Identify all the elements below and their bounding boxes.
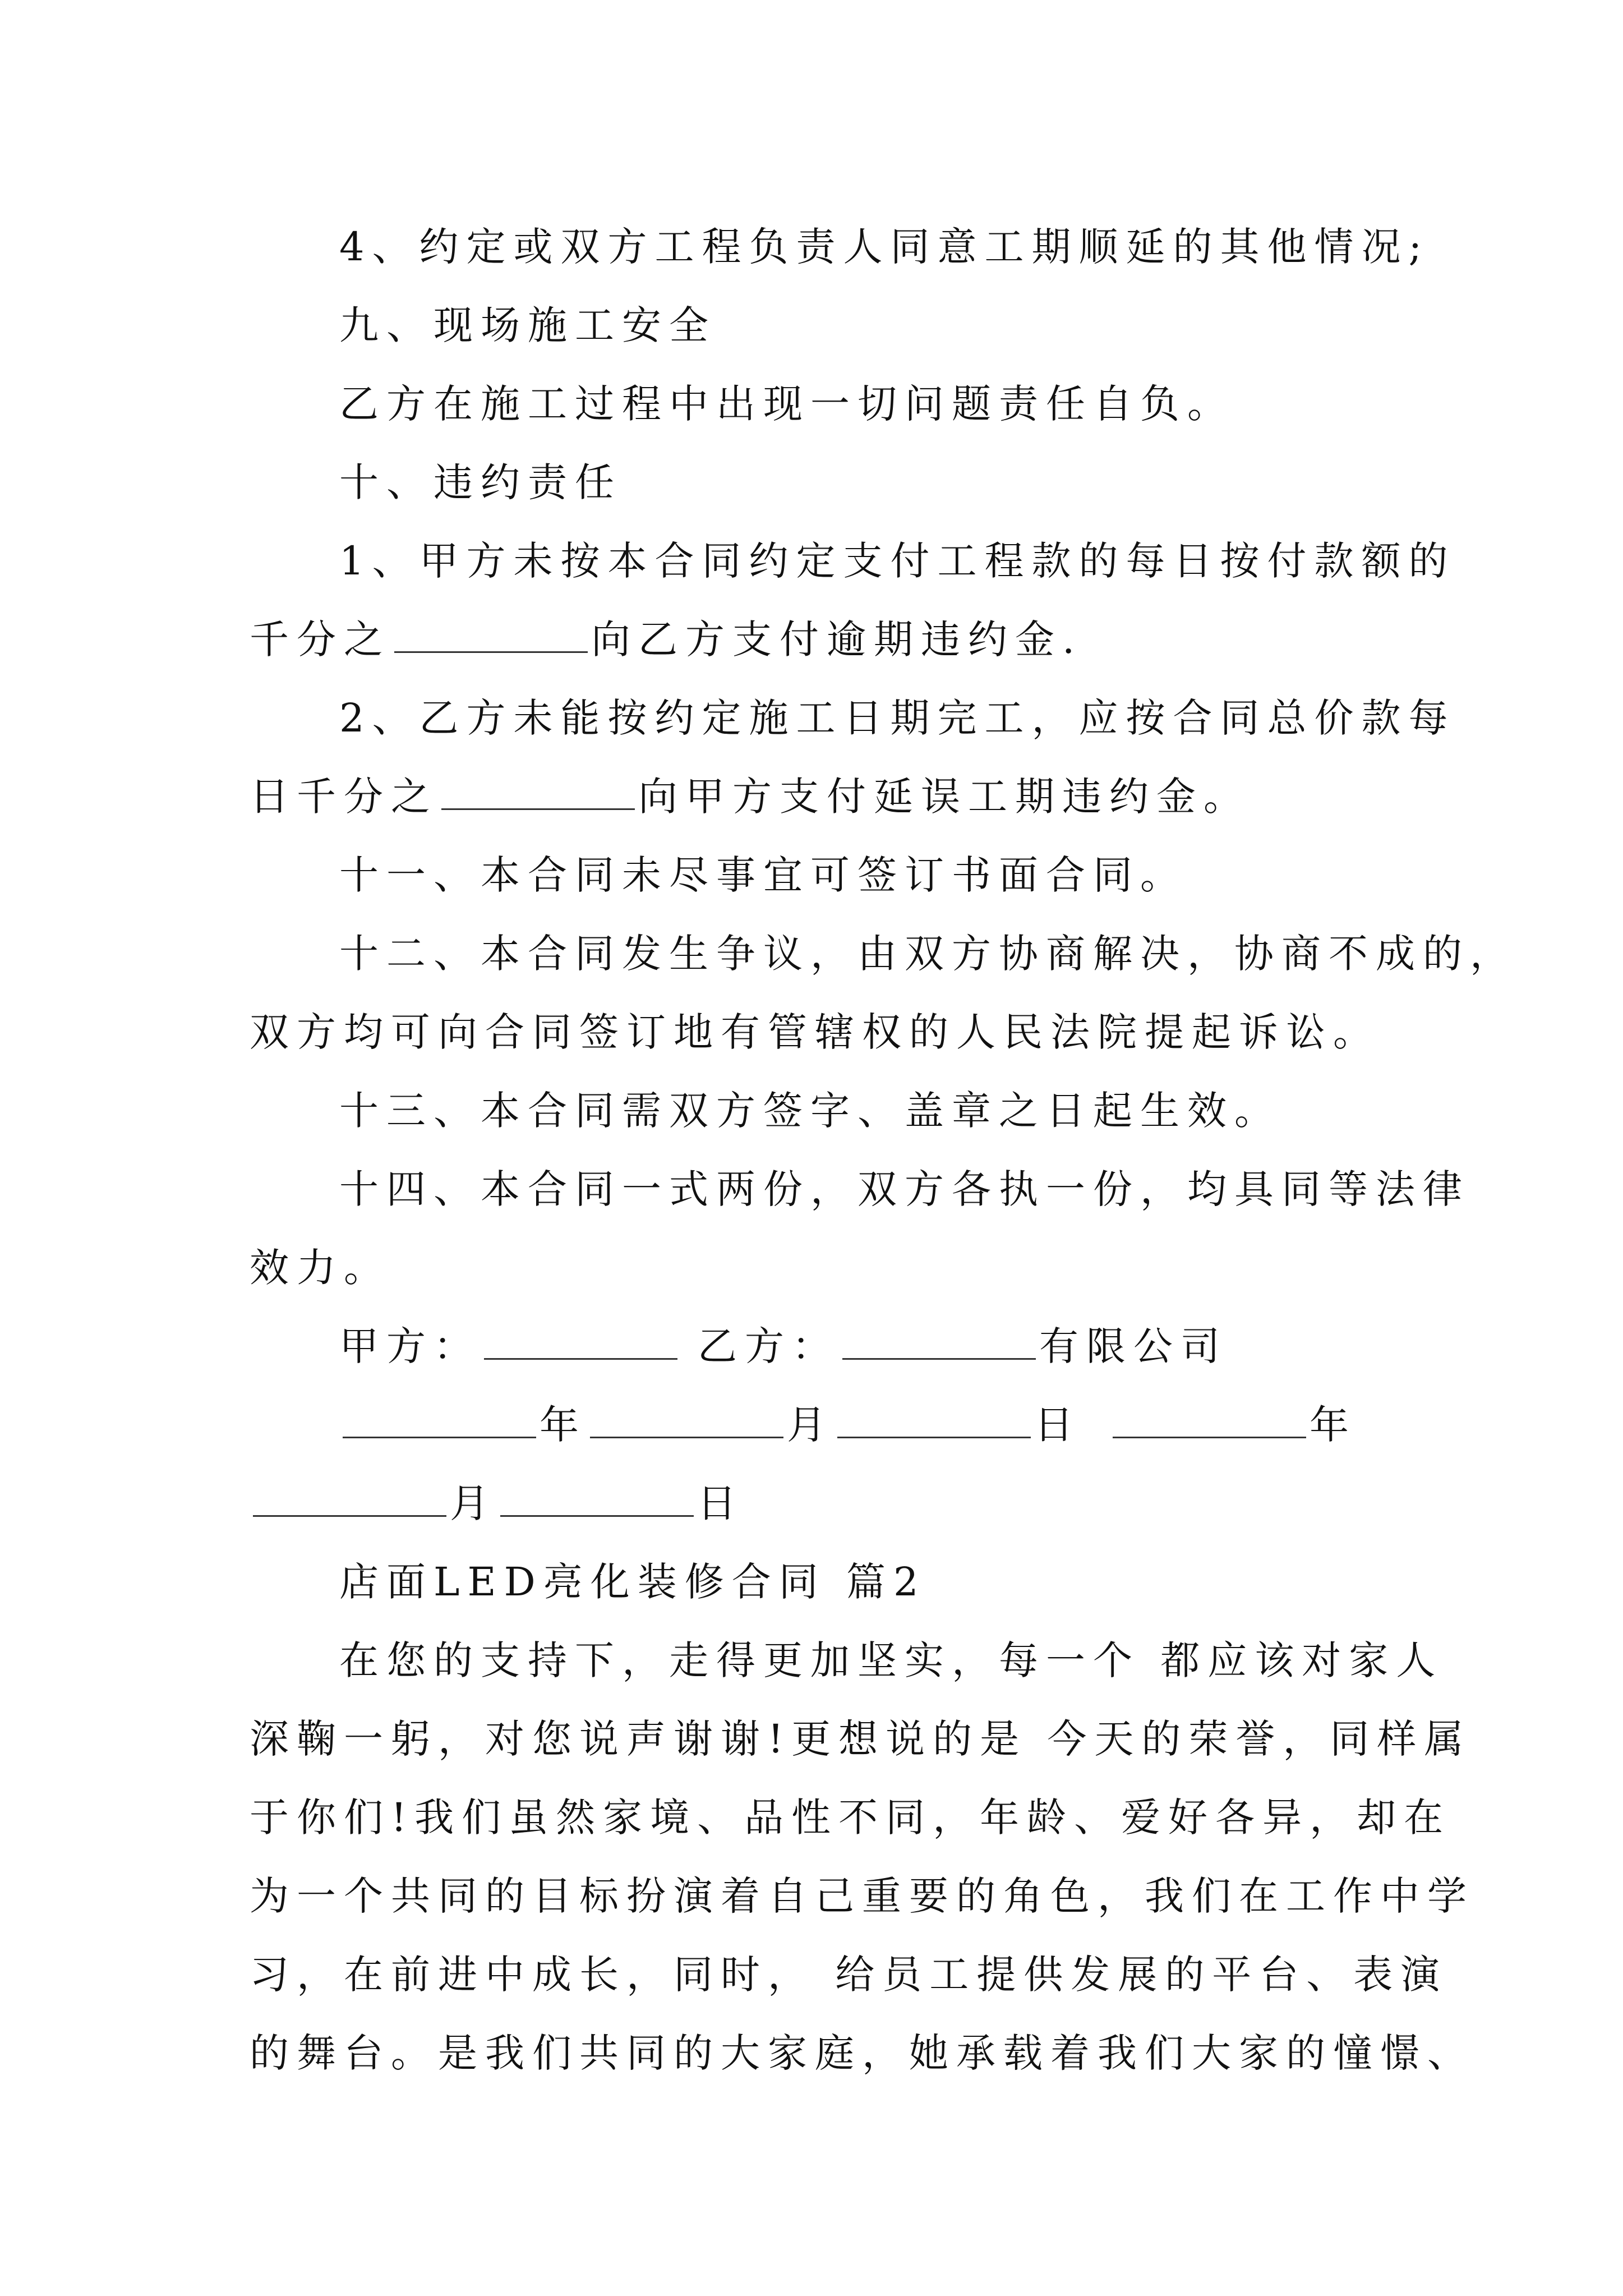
- clause-10-2-suffix: 向甲方支付延误工期违约金。: [638, 774, 1251, 820]
- year-label: 年: [540, 1402, 587, 1448]
- clause-14-line1: 十四、本合同一式两份，双方各执一份，均具同等法律: [339, 1166, 1470, 1212]
- signature-line: [250, 1307, 1394, 1386]
- blank-field: [394, 616, 588, 653]
- date-line-1: [250, 1386, 1394, 1464]
- section-2-title: 店面LED亮化装修合同 篇2: [339, 1559, 926, 1605]
- company-suffix: 有限公司: [1039, 1323, 1228, 1369]
- clause-12-line2: 双方均可向合同签订地有管辖权的人民法院提起诉讼。: [250, 1009, 1380, 1055]
- paragraph-line-5: 习，在前进中成长，同时， 给员工提供发展的平台、表演: [250, 1952, 1448, 1998]
- clause-10-1-line1: 1、甲方未按本合同约定支付工程款的每日按付款额的: [339, 538, 1456, 584]
- clause-10-2-line1: 2、乙方未能按约定施工日期完工，应按合同总价款每: [339, 695, 1456, 741]
- party-b-label: 乙方：: [698, 1323, 839, 1369]
- month-blank: [590, 1402, 783, 1438]
- month-blank-2: [253, 1480, 446, 1517]
- clause-10-2-prefix: 日千分之: [250, 774, 438, 820]
- clause-11: 十一、本合同未尽事宜可签订书面合同。: [339, 852, 1187, 898]
- year-blank-2: [1113, 1402, 1306, 1438]
- paragraph-line-3: 于你们!我们虽然家境、品性不同，年龄、爱好各异，却在: [250, 1795, 1451, 1841]
- site-safety-text: 乙方在施工过程中出现一切问题责任自负。: [339, 381, 1234, 427]
- month-label-2: 月: [450, 1480, 497, 1526]
- clause-14-line2: 效力。: [250, 1245, 391, 1291]
- clause-10-1-prefix: 千分之: [250, 616, 391, 662]
- paragraph-line-6: 的舞台。是我们共同的大家庭，她承载着我们大家的憧憬、: [250, 2030, 1474, 2076]
- paragraph-line-1: 在您的支持下，走得更加坚实，每一个 都应该对家人: [339, 1637, 1444, 1683]
- clause-10-1-suffix: 向乙方支付逾期违约金.: [591, 616, 1083, 662]
- day-blank: [837, 1402, 1031, 1438]
- day-label: 日: [1034, 1402, 1081, 1448]
- party-b-blank: [842, 1323, 1036, 1360]
- paragraph-line-2: 深鞠一躬，对您说声谢谢!更想说的是 今天的荣誉，同样属: [250, 1716, 1472, 1762]
- year-blank: [343, 1402, 536, 1438]
- clause-13: 十三、本合同需双方签字、盖章之日起生效。: [339, 1088, 1281, 1134]
- clause-8-4: 4、约定或双方工程负责人同意工期顺延的其他情况;: [339, 224, 1430, 270]
- year-label-2: 年: [1310, 1402, 1357, 1448]
- day-label-2: 日: [697, 1480, 744, 1526]
- clause-10-2-line2: [250, 757, 1394, 836]
- paragraph-line-4: 为一个共同的目标扮演着自己重要的角色，我们在工作中学: [250, 1873, 1474, 1919]
- party-a-label: 甲方：: [339, 1323, 481, 1369]
- document-page: [250, 208, 1517, 2092]
- party-a-blank: [484, 1323, 677, 1360]
- clause-12-line1: 十二、本合同发生争议，由双方协商解决，协商不成的，: [339, 931, 1517, 977]
- day-blank-2: [500, 1480, 694, 1517]
- heading-site-safety: 九、现场施工安全: [339, 302, 716, 348]
- blank-field: [441, 774, 635, 810]
- month-label: 月: [787, 1402, 834, 1448]
- heading-liability: 十、违约责任: [339, 459, 622, 505]
- clause-10-1-line2: [250, 600, 1394, 679]
- date-line-2: [250, 1464, 1394, 1543]
